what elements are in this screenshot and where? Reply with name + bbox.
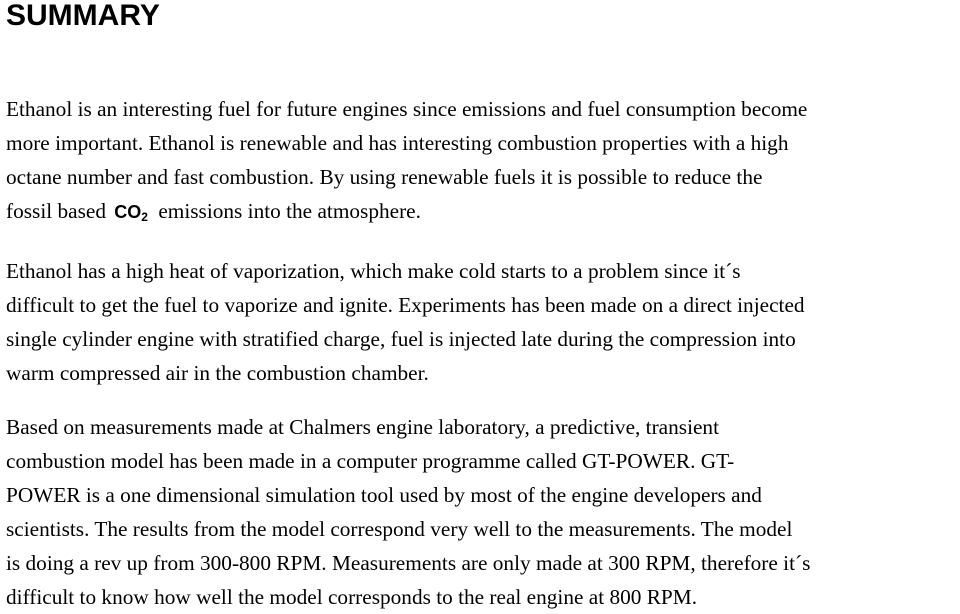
- paragraph-3: [6, 410, 956, 614]
- paragraph-line: single cylinder engine with stratified charge, fuel is injected late during the compression into: [6, 327, 796, 351]
- paragraph-line: more important. Ethanol is renewable and has interesting combustion properties with a high: [6, 131, 789, 155]
- paragraph-2: [6, 254, 956, 390]
- paragraph-line: warm compressed air in the combustion chamber.: [6, 361, 429, 385]
- formula-subscript: 2: [141, 210, 148, 224]
- paragraph-line: scientists. The results from the model correspond very well to the measurements. The model: [6, 517, 793, 541]
- paragraph-line: octane number and fast combustion. By using renewable fuels it is possible to reduce the: [6, 165, 763, 189]
- page-title: SUMMARY: [6, 0, 160, 32]
- paragraph-line: difficult to get the fuel to vaporize and ignite. Experiments has been made on a direct injected: [6, 293, 805, 317]
- paragraph-line-with-formula: [6, 194, 956, 234]
- text-after-formula: emissions into the atmosphere.: [158, 199, 421, 223]
- co2-formula: [114, 202, 148, 222]
- paragraph-line: difficult to know how well the model corresponds to the real engine at 800 RPM.: [6, 585, 698, 609]
- paragraph-line: Ethanol has a high heat of vaporization, which make cold starts to a problem since it´s: [6, 259, 741, 283]
- text-before-formula: fossil based: [6, 199, 106, 223]
- paragraph-line: combustion model has been made in a computer programme called GT-POWER. GT-: [6, 449, 735, 473]
- paragraph-1: [6, 92, 956, 234]
- paragraph-line: Ethanol is an interesting fuel for future engines since emissions and fuel consumption become: [6, 97, 808, 121]
- paragraph-line: POWER is a one dimensional simulation tool used by most of the engine developers and: [6, 483, 762, 507]
- paragraph-line: is doing a rev up from 300-800 RPM. Measurements are only made at 300 RPM, therefore it´s: [6, 551, 811, 575]
- formula-main: CO: [114, 202, 142, 222]
- paragraph-line: Based on measurements made at Chalmers engine laboratory, a predictive, transient: [6, 415, 719, 439]
